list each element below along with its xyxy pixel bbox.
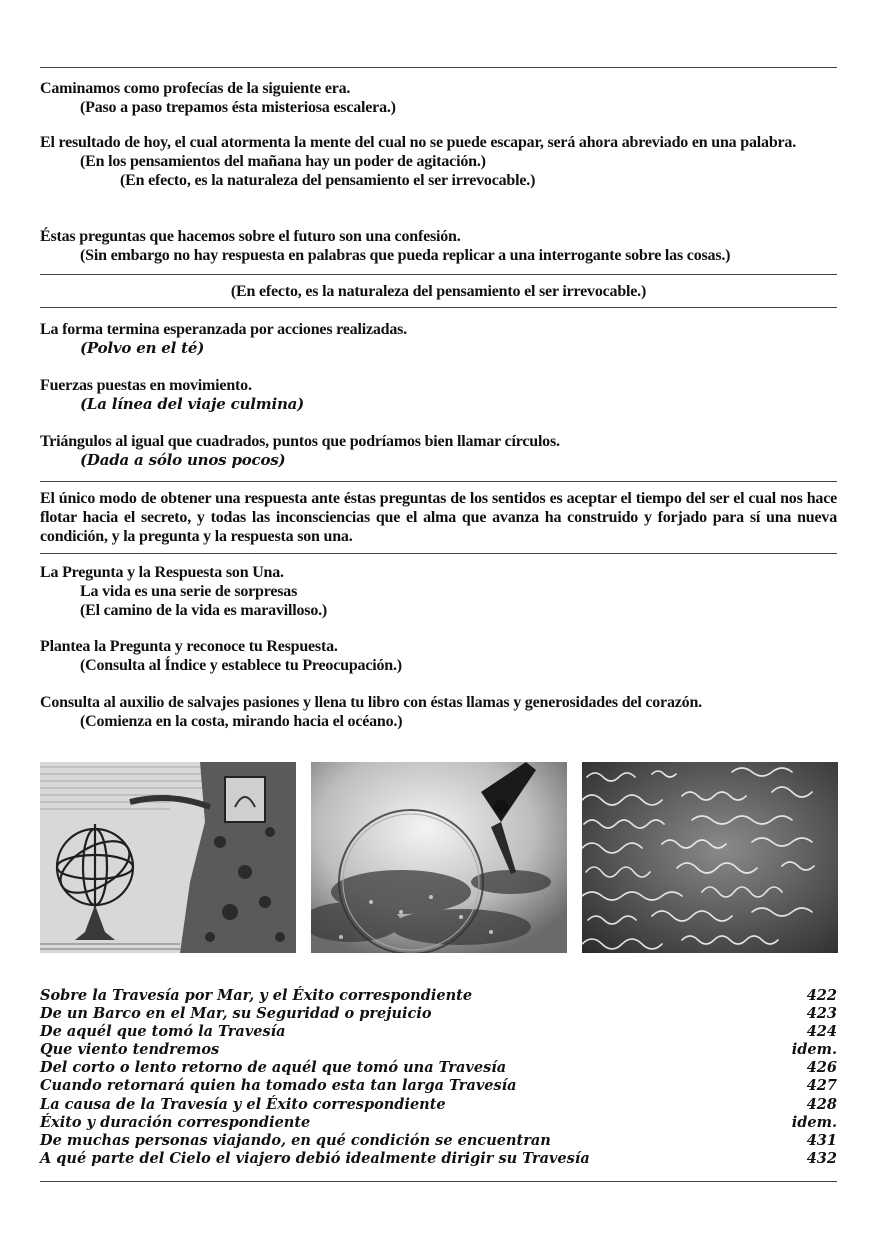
index-page: 426 [806,1059,837,1077]
paragraph-answer-text: El único modo de obtener una respuesta ante éstas preguntas de los sentidos es aceptar el tiempo del ser el cual nos hace flotar hacia el secreto, y todas las inconsciencias que el alma que avanza ha construido y forjado para sí una nueva condición, y la pregunta y la respuesta son una. [40,490,837,545]
rule-below-centered [40,307,837,308]
index-title: Cuando retornará quien ha tomado esta tan larga Travesía [40,1077,517,1095]
stanza-6 [40,563,837,620]
stanza-2-indent-1: (En los pensamientos del mañana hay un poder de agitación.) [80,153,486,170]
stanza-2-para: El resultado de hoy, el cual atormenta la mente del cual no se puede escapar, será ahora abreviado en una palabra. [40,134,797,151]
index-row[interactable] [40,1077,837,1095]
stanza-4b-line: Fuerzas puestas en movimiento. [40,377,252,394]
centered-quote-text: (En efecto, es la naturaleza del pensamiento el ser irrevocable.) [230,283,647,300]
index-title: De un Barco en el Mar, su Seguridad o prejuicio [40,1005,432,1023]
index-page: 423 [806,1005,837,1023]
stanza-1 [40,79,837,117]
index-page: 422 [806,987,837,1004]
rule-above-paragraph [40,481,837,482]
index-row[interactable] [40,1150,837,1168]
stanza-4c [40,432,837,470]
index-page: idem. [791,1113,837,1131]
index-title: De aquél que tomó la Travesía [40,1023,286,1041]
stanza-8-line: Consulta al auxilio de salvajes pasiones y llena tu libro con éstas llamas y generosidades del corazón. [40,694,702,711]
index-page: 427 [806,1077,837,1095]
stanza-4c-sub: (Dada a sólo unos pocos) [80,451,286,469]
index-row[interactable] [40,1114,837,1132]
index-row[interactable] [40,987,837,1005]
index-page: 424 [806,1023,837,1041]
rule-above-centered [40,274,837,275]
stanza-7-line: Plantea la Pregunta y reconoce tu Respuesta. [40,638,338,655]
stanza-6-sub-1: La vida es una serie de sorpresas [80,583,298,600]
stanza-4b-sub: (La línea del viaje culmina) [80,395,305,413]
index-row[interactable] [40,1096,837,1114]
stanza-1-indent: (Paso a paso trepamos ésta misteriosa escalera.) [80,99,396,116]
index-page: 431 [806,1131,837,1149]
index-title: A qué parte del Cielo el viajero debió idealmente dirigir su Travesía [40,1149,590,1167]
stanza-7 [40,637,837,675]
stanza-3-line: Éstas preguntas que hacemos sobre el futuro son una confesión. [40,228,461,245]
stanza-4b [40,376,837,414]
index-page: 432 [806,1149,837,1167]
compass-sea-image [311,762,567,953]
stanza-2-indent-2: (En efecto, es la naturaleza del pensamiento el ser irrevocable.) [120,172,536,189]
index-page: idem. [791,1041,837,1059]
index-list [40,987,837,1168]
stanza-4c-line: Triángulos al igual que cuadrados, puntos que podríamos bien llamar círculos. [40,433,560,450]
stanza-6-line: La Pregunta y la Respuesta son Una. [40,564,284,581]
index-title: De muchas personas viajando, en qué condición se encuentran [40,1131,551,1149]
index-title: Del corto o lento retorno de aquél que tomó una Travesía [40,1059,507,1077]
rule-below-paragraph [40,553,837,554]
stanza-4a [40,320,837,358]
stanza-8-sub: (Comienza en la costa, mirando hacia el océano.) [80,713,403,730]
manuscript-image [582,762,838,953]
stanza-6-sub-2: (El camino de la vida es maravilloso.) [80,602,328,619]
index-title: Que viento tendremos [40,1041,220,1059]
stanza-4a-sub: (Polvo en el té) [80,339,205,357]
index-row[interactable] [40,1059,837,1077]
paragraph-answer [40,489,837,546]
stanza-7-sub: (Consulta al Índice y establece tu Preocupación.) [80,657,402,674]
centered-quote [40,282,837,301]
index-title: Sobre la Travesía por Mar, y el Éxito correspondiente [40,987,473,1004]
index-row[interactable] [40,1023,837,1041]
stanza-4a-line: La forma termina esperanzada por acciones realizadas. [40,321,407,338]
top-rule [40,67,837,68]
stanza-2 [40,133,837,190]
stanza-1-line: Caminamos como profecías de la siguiente era. [40,80,351,97]
index-row[interactable] [40,1132,837,1150]
stanza-3 [40,227,837,265]
index-title: La causa de la Travesía y el Éxito correspondiente [40,1095,446,1113]
index-row[interactable] [40,1005,837,1023]
index-row[interactable] [40,1041,837,1059]
index-title: Éxito y duración correspondiente [40,1113,311,1131]
stanza-8 [40,693,837,731]
index-page: 428 [806,1095,837,1113]
stanza-3-indent: (Sin embargo no hay respuesta en palabras que pueda replicar a una interrogante sobre las cosas.) [80,247,731,264]
armillary-sphere-image [40,762,296,953]
bottom-rule [40,1181,837,1182]
